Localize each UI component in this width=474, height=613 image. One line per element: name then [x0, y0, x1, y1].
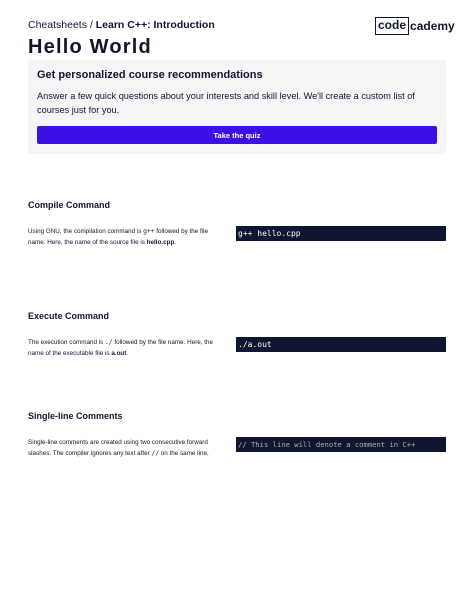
desc-text: Using GNU, the compilation command is — [28, 228, 144, 235]
desc-text: The execution command is — [28, 339, 105, 346]
desc-filename: hello.cpp — [146, 239, 175, 246]
page-title: Hello World — [28, 36, 152, 58]
inline-code: g++ — [143, 228, 155, 235]
inline-code: ./ — [105, 339, 113, 346]
desc-text: on the same line. — [159, 450, 209, 457]
code-block-compile: g++ hello.cpp — [236, 226, 446, 241]
logo-rest-text: cademy — [410, 19, 455, 33]
breadcrumb-separator: / — [86, 19, 96, 31]
recommendation-text: Answer a few quick questions about your interests and skill level. We'll create a custom list of courses just for you. — [37, 91, 415, 115]
desc-filename: a.out — [111, 350, 127, 357]
codecademy-logo[interactable] — [375, 17, 455, 35]
desc-text: . — [174, 239, 177, 246]
code-block-execute: ./a.out — [236, 337, 446, 352]
inline-code: // — [151, 450, 160, 457]
recommendation-title: Get personalized course recommendations — [37, 69, 263, 81]
desc-text: followed by the file name. Here, the name of the source file is — [28, 228, 209, 246]
section-heading-compile: Compile Command — [28, 200, 111, 210]
section-desc-execute — [28, 337, 218, 359]
section-desc-comments — [28, 437, 218, 459]
desc-text: followed by the file name. Here, the name of the executable file is — [28, 339, 214, 357]
take-quiz-button[interactable]: Take the quiz — [37, 126, 437, 144]
desc-text: Single-line comments are created using two consecutive forward slashes. The compiler ignores any text after — [28, 439, 208, 457]
section-heading-comments: Single-line Comments — [28, 411, 123, 421]
section-desc-compile — [28, 226, 218, 248]
section-heading-execute: Execute Command — [28, 311, 110, 321]
desc-text: . — [126, 350, 129, 357]
breadcrumb-current: Learn C++: Introduction — [95, 19, 215, 31]
logo-box-text: code — [375, 17, 409, 35]
code-block-comments: // This line will denote a comment in C++ — [236, 437, 446, 452]
recommendation-panel — [28, 60, 446, 154]
breadcrumb — [28, 19, 215, 31]
breadcrumb-link-cheatsheets[interactable]: Cheatsheets — [28, 19, 87, 31]
